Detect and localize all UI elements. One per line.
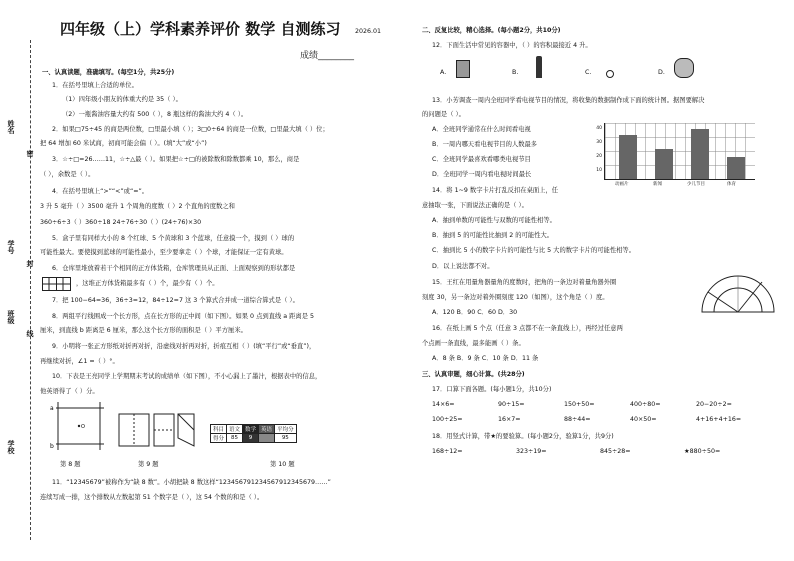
- container-c-icon: [606, 70, 614, 78]
- figure-10-caption: 第 10 题: [270, 461, 295, 468]
- calc-item: 100÷25=: [432, 416, 463, 423]
- page-title: 四年级（上）学科素养评价 数学 自测练习: [60, 20, 341, 38]
- table-cell: 85: [227, 434, 243, 443]
- vertical-calc-item: ★880÷50=: [684, 448, 721, 455]
- q8b: 厘米，到直线 b 距离是 6 厘米，那么这个长方形的面积是（ ）平方厘米。: [40, 327, 247, 334]
- q12: 12．下面生活中常见的容器中，（ ）的容积最接近 4 升。: [432, 42, 592, 49]
- container-b-icon: [536, 56, 542, 78]
- q12-option-b: B.: [512, 69, 519, 76]
- q9: 9．小明将一张正方形纸对折再对折，沿虚线对折再对折，折痕互相（ ）(填“平行”或“垂直”)，: [52, 343, 316, 350]
- q13-option-b: B．一周内哪天看电视节目的人数最多: [432, 141, 538, 148]
- svg-text:a: a: [50, 405, 54, 412]
- q11b: 连续写成一排，这个排数从左数起第 51 个数字是（ ），这 54 个数的和是（ ）。: [40, 494, 264, 501]
- calc-item: 14×6=: [432, 401, 455, 408]
- score-label: 成绩________: [300, 51, 355, 61]
- section-1-title: 一、认真读题，准确填写。(每空1分，共25分): [42, 69, 175, 76]
- cube-view-figure: [42, 276, 72, 295]
- score-table-row: [211, 434, 297, 443]
- q16: 16．在纸上画 5 个点（任意 3 点都不在一条直线上），再经过任意两: [432, 325, 623, 332]
- class-label: 班级: [7, 310, 15, 324]
- x-tick: 动画片: [615, 182, 629, 187]
- q14: 14．将 1~9 数字卡片打乱反扣在桌面上，任: [432, 187, 559, 194]
- q17: 17．口算下面各题。(每小题1分，共10分): [432, 386, 552, 393]
- table-header: 平均分: [275, 425, 297, 434]
- y-tick: 40: [596, 126, 602, 131]
- q13b: 的问题是（ ）。: [422, 111, 465, 118]
- seal-mark: 密: [26, 150, 34, 157]
- q10: 10．下表是王亮同学上学期期末考试的成绩单（如下图），不小心漏上了墨汁，根据表中的信息，: [52, 373, 322, 380]
- q12-option-c: C.: [585, 69, 592, 76]
- q15b: 刻度 30，另一条边对着外圈刻度 120（如图），这个角是（ ）度。: [422, 294, 609, 301]
- q2b: 把 64 增加 60 米试商，初商可能会偏（ ）。(填“大”或“小”): [40, 140, 207, 147]
- vertical-calc-item: 168÷12=: [432, 448, 463, 455]
- school-label: 学校: [7, 440, 15, 454]
- table-cell: 9: [243, 434, 259, 443]
- section-2-title: 二、反复比较，精心选择。(每小题2分，共10分): [422, 27, 561, 34]
- table-cell: 95: [275, 434, 297, 443]
- bar-animation: [619, 135, 637, 179]
- seal-mark-2: 封: [26, 260, 34, 267]
- figure-9-caption: 第 9 题: [138, 461, 159, 468]
- x-tick: 少儿节目: [687, 182, 705, 187]
- table-cell: 得分: [211, 434, 227, 443]
- calc-item: 16×7=: [498, 416, 521, 423]
- q14b: 意抽取一张，下面说法正确的是（ ）。: [422, 202, 528, 209]
- calc-item: 88÷44=: [564, 416, 591, 423]
- calc-item: 20−20÷2=: [696, 401, 732, 408]
- q16b: 个点画一条直线，最多能画（ ）条。: [422, 340, 525, 347]
- chart-y-axis: [592, 122, 602, 178]
- figure-8-rectangle: [48, 400, 108, 456]
- q4a: 3 升 5 毫升（ ）3500 毫升 1 个周角的度数（ ）2 个直角的度数之和: [40, 203, 235, 210]
- table-header: 英语: [259, 425, 275, 434]
- name-label: 姓名: [7, 120, 15, 134]
- q1: 1．在括号里填上合适的单位。: [52, 82, 138, 89]
- q6b: ，这堆正方体货箱最多有（ ）个，最少有（ ）个。: [76, 280, 219, 287]
- q1a: （1）四年级小朋友的体重大约是 35（ ）。: [62, 96, 182, 103]
- table-header: 语文: [227, 425, 243, 434]
- bar-sports: [727, 157, 745, 179]
- q4: 4．在括号里填上“>”“<”或“=”。: [52, 188, 149, 195]
- q14-option-c: C．抽到比 5 小的数字卡片的可能性与比 5 大的数字卡片的可能性相等。: [432, 247, 636, 254]
- table-cell: [259, 434, 275, 443]
- svg-text:b: b: [50, 443, 54, 450]
- q13-option-d: D．全班同学一周内看电视时间最长: [432, 171, 532, 178]
- q3: 3．☆÷□=26……11，☆÷△最（ ）。如果把☆÷□的被除数和除数都乘 10，那么，商是: [52, 156, 300, 163]
- table-header: 数学: [243, 425, 259, 434]
- q6: 6．仓库里堆放着若干个相同的正方体货箱，仓库管理员从正面、上面观察到的形状都是: [52, 265, 296, 272]
- bar-kids: [691, 129, 709, 179]
- score-table-header: [211, 425, 297, 434]
- q12-option-d: D.: [658, 69, 665, 76]
- y-tick: 20: [596, 154, 602, 159]
- q2: 2．如果□75÷45 的商是两位数，□里最小填（ ）；3□0÷64 的商是一位数，□里最大填（ ）位；: [52, 126, 329, 133]
- table-header: 科目: [211, 425, 227, 434]
- figure-9-folding: [118, 410, 198, 454]
- x-tick: 新闻: [653, 182, 662, 187]
- figure-8-caption: 第 8 题: [60, 461, 81, 468]
- q13-option-a: A．全班同学通常在什么时间看电视: [432, 126, 531, 133]
- q8: 8．两组平行线围成一个长方形，点在长方形的正中间（如下图）。如果 0 点到直线 a 距离是 5: [52, 313, 315, 320]
- q14-option-a: A．抽到单数的可能性与双数的可能性相等。: [432, 217, 556, 224]
- vertical-calc-item: 323÷19=: [516, 448, 547, 455]
- q13: 13．小芳调查一周内全班同学看电视节目的情况，将收集的数据制作成下面的统计图。据图要解决: [432, 97, 705, 104]
- q11: 11．“12345679”被称作为“缺 8 数”。小胡把缺 8 数这样“123456791234567912345679……”: [52, 479, 331, 486]
- tv-survey-chart: [604, 123, 755, 180]
- bar-news: [655, 149, 673, 179]
- q13-option-c: C．全班同学最喜欢看哪类电视节目: [432, 156, 531, 163]
- q16-options: A．8 条 B．9 条 C．10 条 D．11 条: [432, 355, 539, 362]
- q9b: 再继续对折，∠1 =（ ）°。: [40, 358, 119, 365]
- q1b: （2）一瓶酱油容量大约有 500（ ），8 瓶这样的酱油大约 4（ ）。: [62, 111, 248, 118]
- section-3-title: 三、认真审题，细心计算。(共28分): [422, 371, 525, 378]
- exam-date: 2026.01: [355, 28, 382, 35]
- vertical-calc-item: 845÷28=: [600, 448, 631, 455]
- q4b: 360÷6÷3（ ）360÷18 24÷76÷30（ ）(24÷76)×30: [40, 219, 202, 226]
- calc-item: 4+16+4+16=: [696, 416, 742, 423]
- calc-item: 40×50=: [630, 416, 657, 423]
- cut-line: [30, 40, 31, 540]
- calc-item: 90÷15=: [498, 401, 525, 408]
- q5b: 可能性最大。要使摸到蓝球的可能性最小，至少要拿走（ ）个球，才能保证一定有黄球。: [40, 249, 288, 256]
- calc-item: 400÷80=: [630, 401, 661, 408]
- protractor-figure: [700, 270, 776, 318]
- q3b: （ ），余数是（ ）。: [40, 171, 95, 178]
- line-mark: 线: [26, 330, 34, 337]
- container-a-icon: [456, 60, 470, 78]
- q7: 7．把 100−64=36，36÷3=12，84÷12=7 这 3 个算式合并成一道综合算式是（ ）。: [52, 297, 299, 304]
- q12-option-a: A.: [440, 69, 447, 76]
- calc-item: 150+50=: [564, 401, 595, 408]
- score-table: [210, 424, 297, 443]
- y-tick: 30: [596, 140, 602, 145]
- q14-option-b: B．抽到 5 的可能性比抽到 2 的可能性大。: [432, 232, 554, 239]
- svg-text:O: O: [81, 424, 85, 430]
- q15-options: A．120 B．90 C．60 D．30: [432, 309, 518, 316]
- q10b: 他英语得了（ ）分。: [40, 388, 99, 395]
- container-d-icon: [674, 58, 694, 78]
- q5: 5．盒子里有同样大小的 8 个红球、5 个黄球和 3 个蓝球，任意摸一个，摸到（ ）球的: [52, 235, 295, 242]
- q18: 18．用竖式计算，带★的要验算。(每小题2分，验算1分，共9分): [432, 433, 614, 440]
- x-tick: 体育: [727, 182, 736, 187]
- q15: 15．王红在用量角器量角的度数时，把角的一条边对着量角器外圈: [432, 279, 617, 286]
- seat-number-label: 学号: [7, 240, 15, 254]
- y-tick: 10: [596, 168, 602, 173]
- q14-option-d: D．以上说法都不对。: [432, 263, 494, 270]
